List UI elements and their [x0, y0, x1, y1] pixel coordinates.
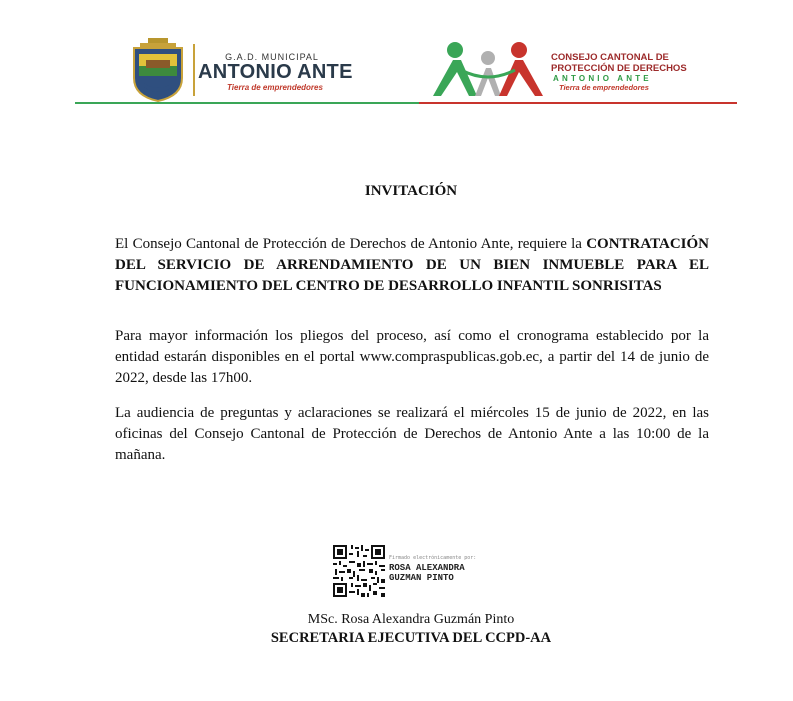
ccpd-name-line2: PROTECCIÓN DE DERECHOS	[551, 63, 687, 74]
logo-divider	[193, 44, 195, 96]
electronic-signature	[333, 545, 493, 597]
paragraph-invitation	[115, 234, 709, 297]
paragraph-information: Para mayor información los pliegos del proceso, así como el cronograma establecido por la entidad estarán disponibles en el portal www.compraspublicas.gob.ec, a partir del 14 de junio de 2022, desde las 17h00.	[115, 328, 709, 386]
document-title: INVITACIÓN	[364, 183, 458, 199]
qr-code-icon	[333, 545, 385, 597]
letterhead	[75, 36, 737, 106]
signer-name-line1: ROSA ALEXANDRA	[389, 563, 465, 573]
signatory-role: SECRETARIA EJECUTIVA DEL CCPD-AA	[270, 630, 552, 646]
gad-municipal-label: G.A.D. MUNICIPAL	[225, 52, 319, 62]
signatory-name: MSc. Rosa Alexandra Guzmán Pinto	[307, 612, 515, 627]
signer-name-line2: GUZMAN PINTO	[389, 573, 454, 583]
municipal-shield-icon	[130, 38, 186, 102]
ccpd-logo	[431, 40, 731, 100]
municipality-name: ANTONIO ANTE	[198, 61, 353, 83]
paragraph-audience: La audiencia de preguntas y aclaraciones se realizará el miércoles 15 de junio de 2022, en las oficinas del Consejo Cantonal de Protección de Derechos de Antonio Ante a las 10:00 de la mañana.	[115, 405, 709, 463]
three-people-icon	[431, 40, 545, 98]
municipal-logo	[130, 38, 360, 102]
ccpd-name-line1: CONSEJO CANTONAL DE	[551, 52, 669, 63]
signed-by-label: Firmado electrónicamente por:	[389, 555, 477, 561]
ccpd-canton-name: ANTONIO ANTE	[553, 74, 652, 83]
municipality-motto: Tierra de emprendedores	[227, 83, 323, 92]
paragraph-invitation-intro: El Consejo Cantonal de Protección de Derechos de Antonio Ante, requiere la	[115, 236, 582, 252]
ccpd-motto: Tierra de emprendedores	[559, 83, 649, 92]
header-rule	[75, 102, 737, 104]
contract-object: CONTRATACIÓN DEL SERVICIO DE ARRENDAMIENTO DE UN BIEN INMUEBLE PARA EL FUNCIONAMIENTO DEL CENTRO DE DESARROLLO INFANTIL SONRISITAS	[115, 236, 709, 294]
